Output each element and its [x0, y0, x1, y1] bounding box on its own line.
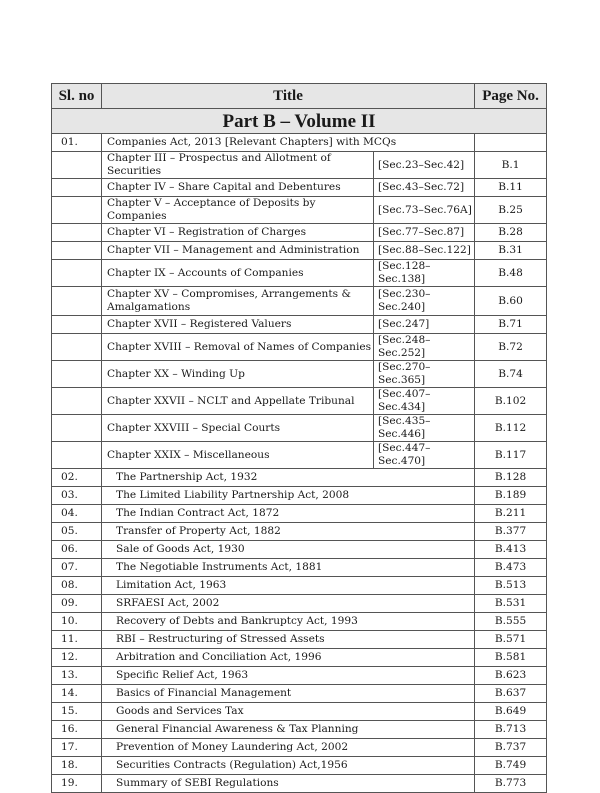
chapter-sections: [Sec.43–Sec.72] — [374, 179, 475, 197]
table-row — [52, 613, 547, 631]
header-sl-no: Sl. no — [52, 84, 102, 109]
table-row — [52, 577, 547, 595]
entry-title: Specific Relief Act, 1963 — [102, 667, 475, 685]
entry-title: Limitation Act, 1963 — [102, 577, 475, 595]
page-number: B.74 — [475, 361, 547, 388]
table-row — [52, 595, 547, 613]
table-row — [52, 649, 547, 667]
header-page-no: Page No. — [475, 84, 547, 109]
page-number: B.623 — [475, 667, 547, 685]
entry-title: The Partnership Act, 1932 — [102, 469, 475, 487]
serial-number: 04. — [52, 505, 102, 523]
chapter-title: Chapter VI – Registration of Charges — [102, 224, 374, 242]
chapter-title: Chapter XXVIII – Special Courts — [102, 415, 374, 442]
chapter-title: Chapter III – Prospectus and Allotment of Securities — [102, 152, 374, 179]
serial-number: 08. — [52, 577, 102, 595]
page-number: B.473 — [475, 559, 547, 577]
page-number: B.1 — [475, 152, 547, 179]
serial-number: 03. — [52, 487, 102, 505]
serial-number-blank — [52, 287, 102, 316]
serial-number: 13. — [52, 667, 102, 685]
page-number: B.377 — [475, 523, 547, 541]
entry-title: Companies Act, 2013 [Relevant Chapters] with MCQs — [102, 134, 475, 152]
table-row — [52, 541, 547, 559]
table-row — [52, 523, 547, 541]
chapter-row — [52, 179, 547, 197]
entry-title: Goods and Services Tax — [102, 703, 475, 721]
chapter-row — [52, 388, 547, 415]
serial-number-blank — [52, 242, 102, 260]
page-number: B.531 — [475, 595, 547, 613]
chapter-title: Chapter V – Acceptance of Deposits by Companies — [102, 197, 374, 224]
chapter-title: Chapter XXVII – NCLT and Appellate Tribunal — [102, 388, 374, 415]
chapter-sections: [Sec.407–Sec.434] — [374, 388, 475, 415]
serial-number-blank — [52, 260, 102, 287]
entry-title: Basics of Financial Management — [102, 685, 475, 703]
page-number: B.555 — [475, 613, 547, 631]
chapter-row — [52, 287, 547, 316]
chapter-row — [52, 442, 547, 469]
serial-number: 14. — [52, 685, 102, 703]
serial-number: 11. — [52, 631, 102, 649]
page-number: B.60 — [475, 287, 547, 316]
page-number: B.773 — [475, 775, 547, 793]
serial-number: 02. — [52, 469, 102, 487]
page-number: B.25 — [475, 197, 547, 224]
part-title: Part B – Volume II — [52, 109, 547, 134]
chapter-row — [52, 316, 547, 334]
page-number: B.128 — [475, 469, 547, 487]
chapter-row — [52, 415, 547, 442]
chapter-sections: [Sec.73–Sec.76A] — [374, 197, 475, 224]
table-row — [52, 469, 547, 487]
entry-title: Transfer of Property Act, 1882 — [102, 523, 475, 541]
chapter-sections: [Sec.23–Sec.42] — [374, 152, 475, 179]
serial-number-blank — [52, 388, 102, 415]
chapter-row — [52, 260, 547, 287]
page-number: B.48 — [475, 260, 547, 287]
entry-title: The Indian Contract Act, 1872 — [102, 505, 475, 523]
entry-title: Recovery of Debts and Bankruptcy Act, 1993 — [102, 613, 475, 631]
serial-number: 15. — [52, 703, 102, 721]
chapter-title: Chapter XVIII – Removal of Names of Companies — [102, 334, 374, 361]
entry-title: Securities Contracts (Regulation) Act,1956 — [102, 757, 475, 775]
chapter-row — [52, 242, 547, 260]
chapter-sections: [Sec.128–Sec.138] — [374, 260, 475, 287]
entry-title: Sale of Goods Act, 1930 — [102, 541, 475, 559]
serial-number: 07. — [52, 559, 102, 577]
contents-table — [51, 83, 547, 793]
page-number: B.117 — [475, 442, 547, 469]
chapter-sections: [Sec.270–Sec.365] — [374, 361, 475, 388]
chapter-sections: [Sec.248–Sec.252] — [374, 334, 475, 361]
page-number: B.112 — [475, 415, 547, 442]
table-row — [52, 685, 547, 703]
chapter-title: Chapter XVII – Registered Valuers — [102, 316, 374, 334]
entry-title: General Financial Awareness & Tax Planning — [102, 721, 475, 739]
serial-number: 12. — [52, 649, 102, 667]
serial-number-blank — [52, 197, 102, 224]
serial-number-blank — [52, 334, 102, 361]
serial-number: 01. — [52, 134, 102, 152]
serial-number: 09. — [52, 595, 102, 613]
chapter-sections: [Sec.447–Sec.470] — [374, 442, 475, 469]
table-row — [52, 739, 547, 757]
header-row — [52, 84, 547, 109]
page-number: B.581 — [475, 649, 547, 667]
page-number: B.749 — [475, 757, 547, 775]
chapter-title: Chapter VII – Management and Administration — [102, 242, 374, 260]
table-row — [52, 757, 547, 775]
page-number: B.28 — [475, 224, 547, 242]
chapter-sections: [Sec.435–Sec.446] — [374, 415, 475, 442]
chapter-sections: [Sec.88–Sec.122] — [374, 242, 475, 260]
chapter-row — [52, 197, 547, 224]
chapter-title: Chapter XX – Winding Up — [102, 361, 374, 388]
entry-title: Prevention of Money Laundering Act, 2002 — [102, 739, 475, 757]
page-number: B.189 — [475, 487, 547, 505]
page-number: B.713 — [475, 721, 547, 739]
page-number: B.11 — [475, 179, 547, 197]
page-number — [475, 134, 547, 152]
chapter-row — [52, 334, 547, 361]
page-number: B.71 — [475, 316, 547, 334]
serial-number: 17. — [52, 739, 102, 757]
chapter-sections: [Sec.77–Sec.87] — [374, 224, 475, 242]
table-row — [52, 631, 547, 649]
entry-title: The Negotiable Instruments Act, 1881 — [102, 559, 475, 577]
chapter-sections: [Sec.247] — [374, 316, 475, 334]
chapter-title: Chapter IV – Share Capital and Debentures — [102, 179, 374, 197]
chapter-row — [52, 361, 547, 388]
page-number: B.513 — [475, 577, 547, 595]
chapter-sections: [Sec.230–Sec.240] — [374, 287, 475, 316]
chapter-row — [52, 152, 547, 179]
serial-number-blank — [52, 415, 102, 442]
header-title: Title — [102, 84, 475, 109]
serial-number-blank — [52, 179, 102, 197]
page-number: B.637 — [475, 685, 547, 703]
table-row — [52, 775, 547, 793]
entry-title: Arbitration and Conciliation Act, 1996 — [102, 649, 475, 667]
table-row — [52, 134, 547, 152]
serial-number: 19. — [52, 775, 102, 793]
page-number: B.413 — [475, 541, 547, 559]
serial-number-blank — [52, 316, 102, 334]
serial-number-blank — [52, 224, 102, 242]
serial-number: 06. — [52, 541, 102, 559]
page-number: B.102 — [475, 388, 547, 415]
serial-number: 16. — [52, 721, 102, 739]
chapter-title: Chapter XXIX – Miscellaneous — [102, 442, 374, 469]
page-number: B.72 — [475, 334, 547, 361]
serial-number: 05. — [52, 523, 102, 541]
table-row — [52, 703, 547, 721]
table-row — [52, 721, 547, 739]
chapter-title: Chapter IX – Accounts of Companies — [102, 260, 374, 287]
chapter-title: Chapter XV – Compromises, Arrangements & Amalgamations — [102, 287, 374, 316]
serial-number: 10. — [52, 613, 102, 631]
serial-number-blank — [52, 152, 102, 179]
entry-title: RBI – Restructuring of Stressed Assets — [102, 631, 475, 649]
table-row — [52, 667, 547, 685]
table-row — [52, 487, 547, 505]
part-title-row — [52, 109, 547, 134]
chapter-row — [52, 224, 547, 242]
entry-title: SRFAESI Act, 2002 — [102, 595, 475, 613]
page-number: B.571 — [475, 631, 547, 649]
page-number: B.31 — [475, 242, 547, 260]
serial-number-blank — [52, 361, 102, 388]
table-row — [52, 505, 547, 523]
entry-title: The Limited Liability Partnership Act, 2008 — [102, 487, 475, 505]
table-row — [52, 559, 547, 577]
entry-title: Summary of SEBI Regulations — [102, 775, 475, 793]
page-number: B.737 — [475, 739, 547, 757]
page-number: B.649 — [475, 703, 547, 721]
serial-number: 18. — [52, 757, 102, 775]
page-number: B.211 — [475, 505, 547, 523]
serial-number-blank — [52, 442, 102, 469]
